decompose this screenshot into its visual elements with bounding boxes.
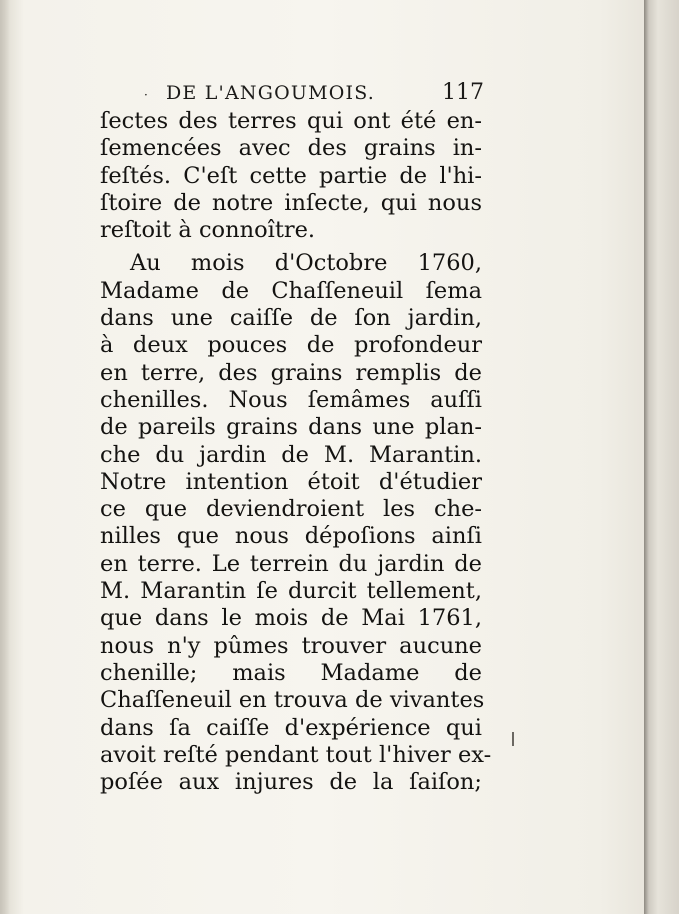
text-line: Au mois d'Octobre 1760, [130,250,482,277]
text-line: dans ſa caiſſe d'expérience qui [100,714,482,741]
text-line: M. Marantin ſe durcit tellement, [100,578,482,605]
running-head: DE L'ANGOUMOIS. [166,82,376,104]
text-line: ſtoire de notre inſecte, qui nous [100,189,482,216]
text-line: avoit reſté pendant tout l'hiver ex- [100,741,492,768]
text-line: Chaſſeneuil en trouva de vivantes [100,687,485,714]
page-body [100,108,492,796]
text-line: reſtoit à connoître. [100,217,316,244]
page-number: 117 [442,80,484,105]
page-left-edge [0,0,10,914]
text-line: nilles que nous dépoſions ainſi [100,523,482,550]
text-line: en terre. Le terrein du jardin de [100,550,482,577]
book-gutter [644,0,679,914]
header-ornament: · [144,88,148,102]
text-line: nous n'y pûmes trouver aucune [100,632,482,659]
text-line: Notre intention étoit d'étudier [100,468,482,495]
text-line: Madame de Chaſſeneuil ſema [100,277,482,304]
text-line: en terre, des grains remplis de [100,359,482,386]
text-line: à deux pouces de profondeur [100,332,482,359]
text-line: feſtés. C'eſt cette partie de l'hi- [100,162,482,189]
text-line: ſectes des terres qui ont été en- [100,108,482,134]
text-line: che du jardin de M. Marantin. [100,441,482,468]
text-line: ce que deviendroient les che- [100,496,482,523]
text-line: que dans le mois de Mai 1761, [100,605,482,632]
page-header [100,80,490,110]
text-line: chenille; mais Madame de [100,659,482,686]
margin-mark [512,732,514,746]
text-line: de pareils grains dans une plan- [100,414,482,441]
text-line: poſée aux injures de la ſaiſon; [100,769,482,796]
text-line: ſemencées avec des grains in- [100,135,482,162]
text-line: chenilles. Nous ſemâmes auſſi [100,386,482,413]
text-line: dans une caiſſe de ſon jardin, [100,305,482,332]
